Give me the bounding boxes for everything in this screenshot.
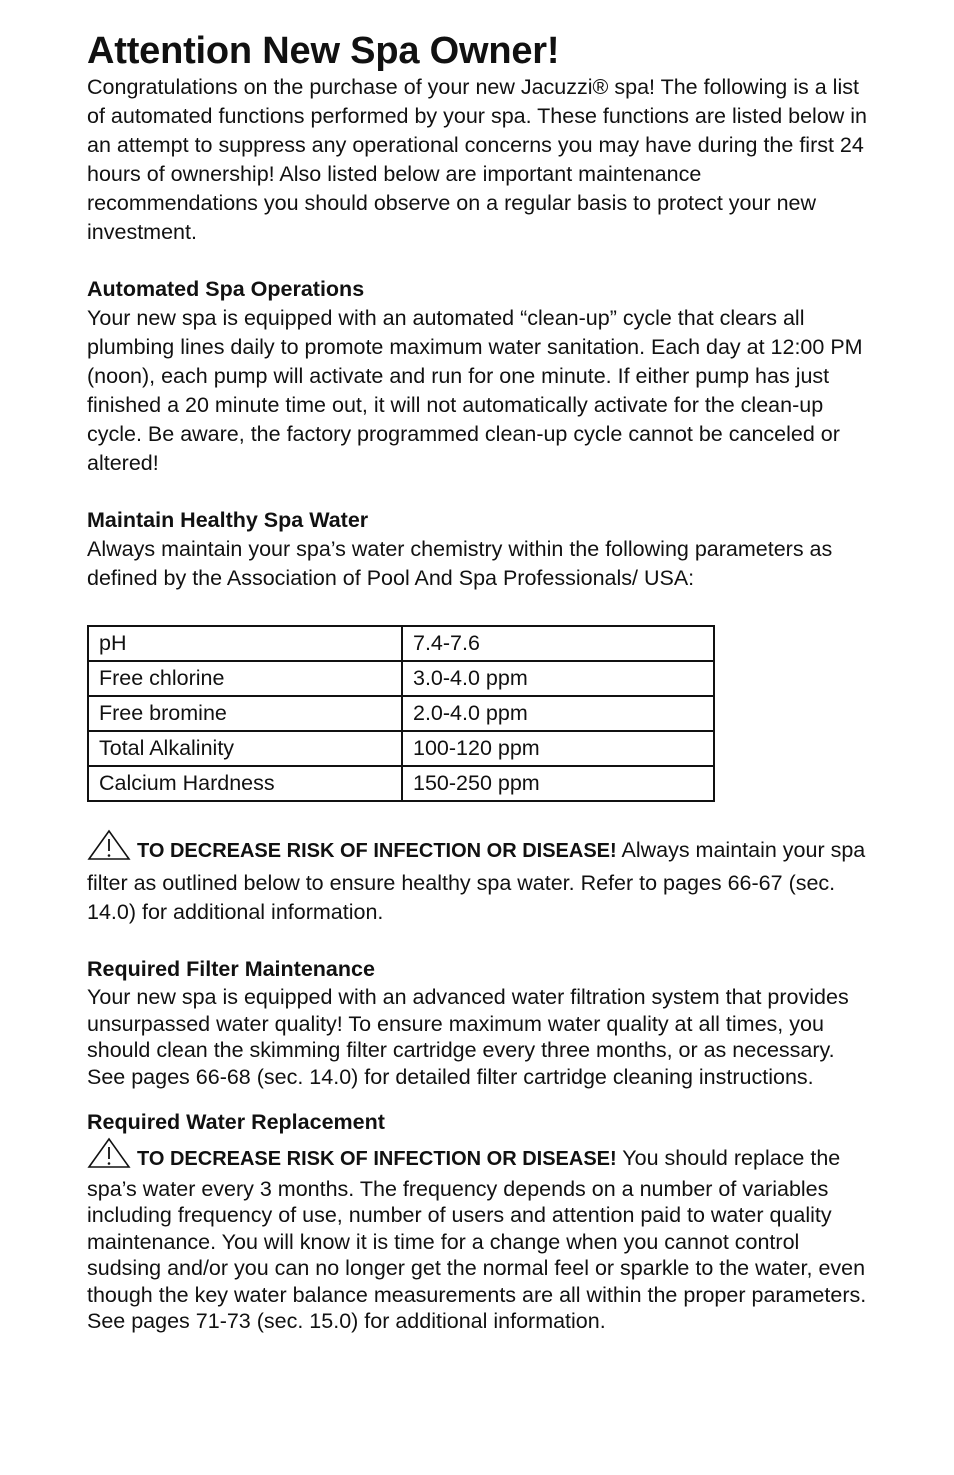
healthy-water-body: Always maintain your spa’s water chemistry within the following parameters as defined by the Association of Pool And Spa Professionals/ USA: — [87, 537, 833, 590]
range-cell: 150-250 ppm — [402, 766, 714, 801]
range-cell: 100-120 ppm — [402, 731, 714, 766]
filter-maintenance-heading: Required Filter Maintenance — [87, 957, 375, 981]
param-cell: Free chlorine — [88, 661, 402, 696]
range-cell: 3.0-4.0 ppm — [402, 661, 714, 696]
warning-triangle-icon — [87, 1137, 131, 1176]
water-replacement-heading: Required Water Replacement — [87, 1110, 385, 1134]
param-cell: Total Alkalinity — [88, 731, 402, 766]
filter-maintenance-body: Your new spa is equipped with an advanced water filtration system that provides unsurpassed water quality! To ensure maximum water quality at all times, you should clean the skimming filter cartridge every three months, or as necessary. See pages 66-68 (sec. 14.0) for detailed filter cartridge cleaning instructions. — [87, 985, 849, 1089]
warning-body-text: Always maintain your spa filter as outlined below to ensure healthy spa water. Refer to pages 66-67 (sec. 14.0) for additional information. — [87, 838, 866, 924]
range-cell: 7.4-7.6 — [402, 626, 714, 661]
warning-caps-text: TO DECREASE RISK OF INFECTION OR DISEASE! — [137, 840, 617, 862]
param-cell: Free bromine — [88, 696, 402, 731]
intro-paragraph: Congratulations on the purchase of your new Jacuzzi® spa! The following is a list of automated functions performed by your spa. These functions are listed below in an attempt to suppress any operational concerns you may have during the first 24 hours of ownership! Also listed below are important maintenance recommendations you should observe on a regular basis to protect your new investment. — [87, 75, 868, 244]
warning-caps-text: TO DECREASE RISK OF INFECTION OR DISEASE! — [137, 1148, 617, 1170]
range-cell: 2.0-4.0 ppm — [402, 696, 714, 731]
warning-triangle-icon — [87, 829, 131, 869]
table-row — [88, 661, 714, 696]
table-row — [88, 766, 714, 801]
table-row — [88, 696, 714, 731]
table-row — [88, 626, 714, 661]
infection-warning-1 — [87, 829, 872, 927]
document-page — [87, 30, 872, 1335]
water-replacement-body: You should replace the spa’s water every 3 months. The frequency depends on a number of variables including frequency of use, number of users and attention paid to water quality maintenance. You will know it is time for a change when you cannot control sudsing and/or you can no longer get the normal feel or sparkle to the water, even though the key water balance measurements are all within the proper parameters. See pages 71-73 (sec. 15.0) for additional information. — [87, 1146, 867, 1333]
infection-warning-2 — [87, 1137, 872, 1335]
param-cell: Calcium Hardness — [88, 766, 402, 801]
page-title: Attention New Spa Owner! — [87, 30, 560, 72]
healthy-water-heading: Maintain Healthy Spa Water — [87, 508, 369, 532]
table-row — [88, 731, 714, 766]
automated-operations-heading: Automated Spa Operations — [87, 277, 365, 301]
water-chemistry-table — [87, 625, 715, 802]
automated-operations-body: Your new spa is equipped with an automated “clean-up” cycle that clears all plumbing lines daily to promote maximum water sanitation. Each day at 12:00 PM (noon), each pump will activate and run for one minute. If either pump has just finished a 20 minute time out, it will not automatically activate for the clean-up cycle. Be aware, the factory programmed clean-up cycle cannot be canceled or altered! — [87, 306, 863, 475]
param-cell: pH — [88, 626, 402, 661]
